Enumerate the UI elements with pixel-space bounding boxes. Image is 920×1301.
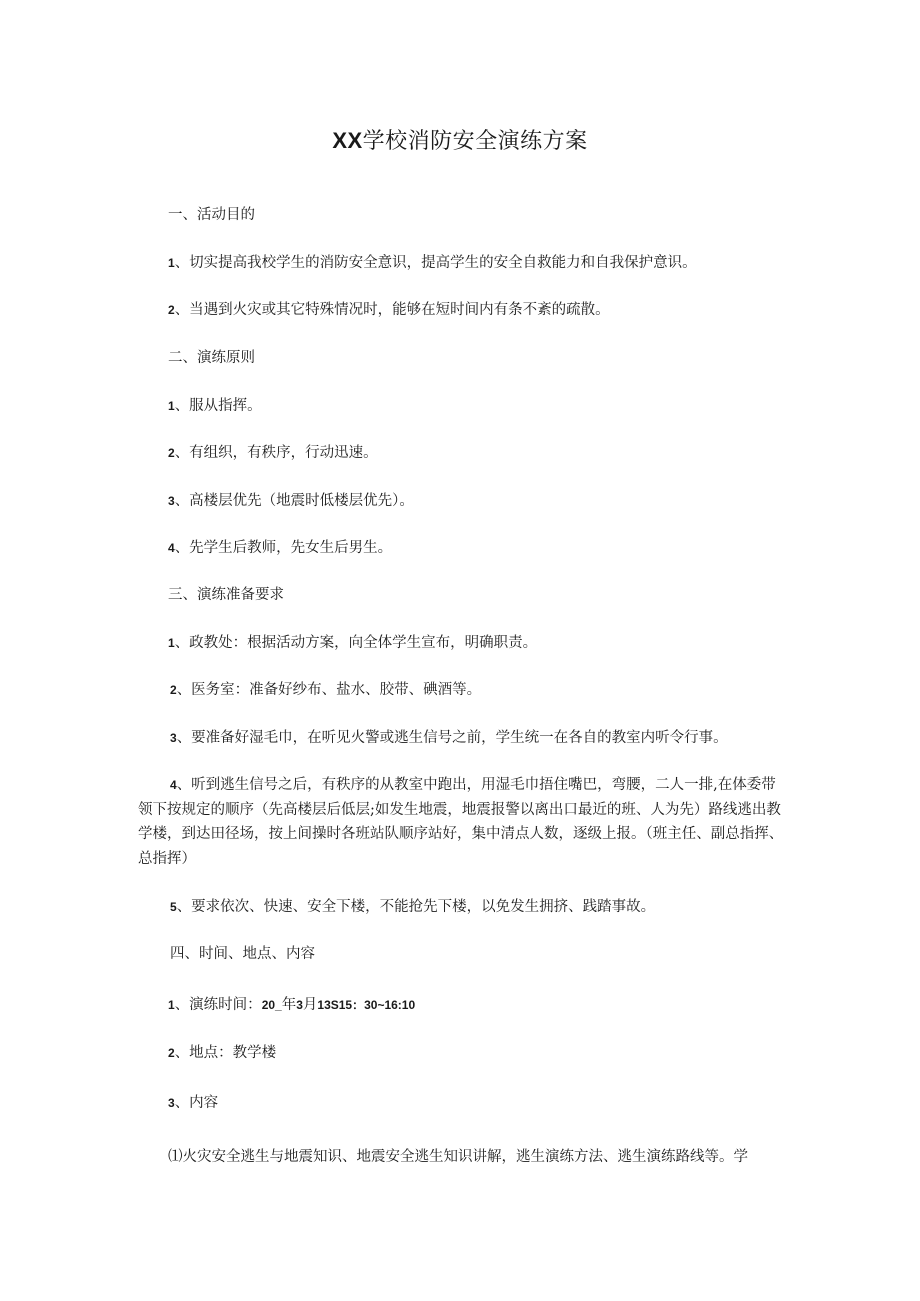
drill-time: 13S15：30~16:10 bbox=[317, 998, 416, 1012]
item-label: 、演练时间： bbox=[174, 997, 262, 1013]
list-item-paragraph bbox=[138, 773, 788, 871]
item-text: 、先学生后教师，先女生后男生。 bbox=[174, 540, 393, 556]
item-number: 4 bbox=[170, 778, 177, 792]
item-text: 、高楼层优先（地震时低楼层优先）。 bbox=[174, 493, 414, 509]
list-item bbox=[168, 394, 262, 418]
list-item bbox=[168, 298, 610, 322]
item-text: 、有组织，有秩序，行动迅速。 bbox=[174, 445, 378, 461]
section-heading-preparation: 三、演练准备要求 bbox=[168, 587, 284, 603]
item-text: 、切实提高我校学生的消防安全意识，提高学生的安全自救能力和自我保护意识。 bbox=[174, 255, 697, 271]
title-prefix: XX bbox=[332, 128, 363, 153]
item-number: 3 bbox=[168, 494, 175, 508]
list-item bbox=[168, 441, 378, 465]
list-item bbox=[170, 726, 728, 750]
item-number: 3 bbox=[168, 1096, 175, 1110]
item-text: 、听到逃生信号之后，有秩序的从教室中跑出，用湿毛巾捂住嘴巴，弯腰，二人一排,在体委带领下按规定的顺序（先高楼层后低层;如发生地震，地震报警以离出口最近的班、人为先）路线逃出教学楼，到达田径场，按上间操时各班站队顺序站好，集中清点人数，逐级上报。（班主任、副总指挥、总指挥） bbox=[138, 777, 784, 867]
section-heading-principles: 二、演练原则 bbox=[168, 350, 255, 366]
document-title bbox=[0, 124, 920, 155]
item-number: 1 bbox=[168, 256, 175, 270]
item-number: 2 bbox=[168, 303, 175, 317]
item-number: 1 bbox=[168, 636, 175, 650]
item-text: 、服从指挥。 bbox=[174, 398, 262, 414]
item-number: 2 bbox=[170, 683, 177, 697]
list-item bbox=[170, 678, 481, 702]
item-number: 1 bbox=[168, 399, 175, 413]
list-item bbox=[168, 536, 392, 560]
section-heading-purpose: 一、活动目的 bbox=[168, 207, 255, 223]
drill-month: 3 bbox=[296, 998, 303, 1012]
item-number: 1 bbox=[168, 998, 175, 1012]
list-item bbox=[170, 895, 655, 919]
list-item bbox=[168, 631, 537, 655]
item-number: 3 bbox=[170, 731, 177, 745]
item-text: 、要准备好湿毛巾，在听见火警或逃生信号之前，学生统一在各自的教室内听令行事。 bbox=[176, 730, 728, 746]
sub-item-paragraph: ⑴火灾安全逃生与地震知识、地震安全逃生知识讲解，逃生演练方法、逃生演练路线等。学 bbox=[168, 1149, 748, 1165]
item-text: 、当遇到火灾或其它特殊情况时，能够在短时间内有条不紊的疏散。 bbox=[174, 302, 610, 318]
list-item bbox=[168, 251, 697, 275]
item-number: 4 bbox=[168, 541, 175, 555]
month-unit: 月 bbox=[302, 997, 318, 1013]
list-item bbox=[168, 489, 414, 513]
list-item bbox=[168, 1041, 276, 1065]
item-text: 、医务室：准备好纱布、盐水、胶带、碘酒等。 bbox=[176, 682, 482, 698]
section-heading-time-place-content: 四、时间、地点、内容 bbox=[170, 946, 315, 962]
title-text: 学校消防安全演练方案 bbox=[362, 129, 588, 154]
item-text: 、内容 bbox=[174, 1095, 219, 1111]
item-number: 2 bbox=[168, 1046, 175, 1060]
item-text: 、要求依次、快速、安全下楼，不能抢先下楼，以免发生拥挤、践踏事故。 bbox=[176, 899, 656, 915]
drill-year: 20_ bbox=[261, 998, 282, 1012]
item-number: 5 bbox=[170, 900, 177, 914]
year-unit: 年 bbox=[281, 997, 297, 1013]
item-number: 2 bbox=[168, 446, 175, 460]
item-text: 、政教处：根据活动方案，向全体学生宣布，明确职责。 bbox=[174, 635, 538, 651]
list-item-time bbox=[168, 993, 415, 1017]
item-text: 、地点：教学楼 bbox=[174, 1045, 277, 1061]
list-item bbox=[168, 1091, 218, 1115]
